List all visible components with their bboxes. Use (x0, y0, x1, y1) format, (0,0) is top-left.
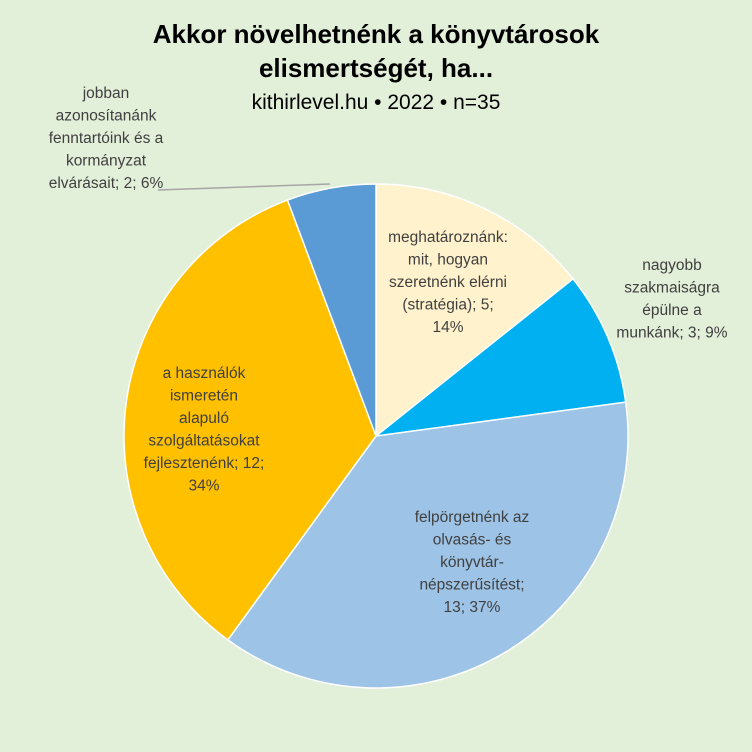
data-label-line: meghatároznánk: (388, 229, 508, 246)
data-label-line: a használók (162, 365, 246, 382)
data-label (616, 257, 727, 342)
data-label (49, 85, 164, 192)
data-label-line: mit, hogyan (407, 251, 489, 269)
data-label-line: fejlesztenénk; 12; (143, 455, 265, 472)
data-label-line: szolgáltatásokat (148, 432, 260, 450)
data-label-line: könyvtár- (440, 554, 504, 571)
data-label-line: azonosítanánk (55, 107, 157, 125)
data-label-line: fenntartóink és a (48, 130, 164, 147)
data-label-line: kormányzat (65, 152, 147, 170)
data-label-line: elvárásait; 2; 6% (48, 175, 164, 192)
data-label-line: alapuló (179, 410, 229, 427)
chart-subtitle: kithirlevel.hu • 2022 • n=35 (251, 91, 501, 114)
data-label-line: munkánk; 3; 9% (616, 324, 728, 342)
data-label-line: nagyobb (642, 257, 702, 274)
data-label-line: jobban (82, 85, 130, 102)
data-label-line: szeretnénk elérni (388, 274, 508, 291)
chart-title-line-1: Akkor növelhetnénk a könyvtárosok (152, 19, 600, 49)
data-label-line: 13; 37% (443, 599, 501, 616)
data-label-line: felpörgetnénk az (414, 509, 530, 526)
data-label-line: 14% (432, 319, 464, 336)
data-label-line: 34% (188, 477, 220, 495)
data-label-line: épülne a (642, 302, 702, 319)
data-label-line: ismeretén (169, 387, 239, 405)
chart-title-line-2: elismertségét, ha... (258, 53, 494, 83)
data-label-line: (stratégia); 5; (402, 296, 494, 314)
data-label-line: szakmaiságra (624, 279, 720, 297)
data-label-line: népszerűsítést; (419, 576, 525, 594)
leader-line (158, 184, 330, 190)
data-label-line: olvasás- és (432, 531, 512, 549)
